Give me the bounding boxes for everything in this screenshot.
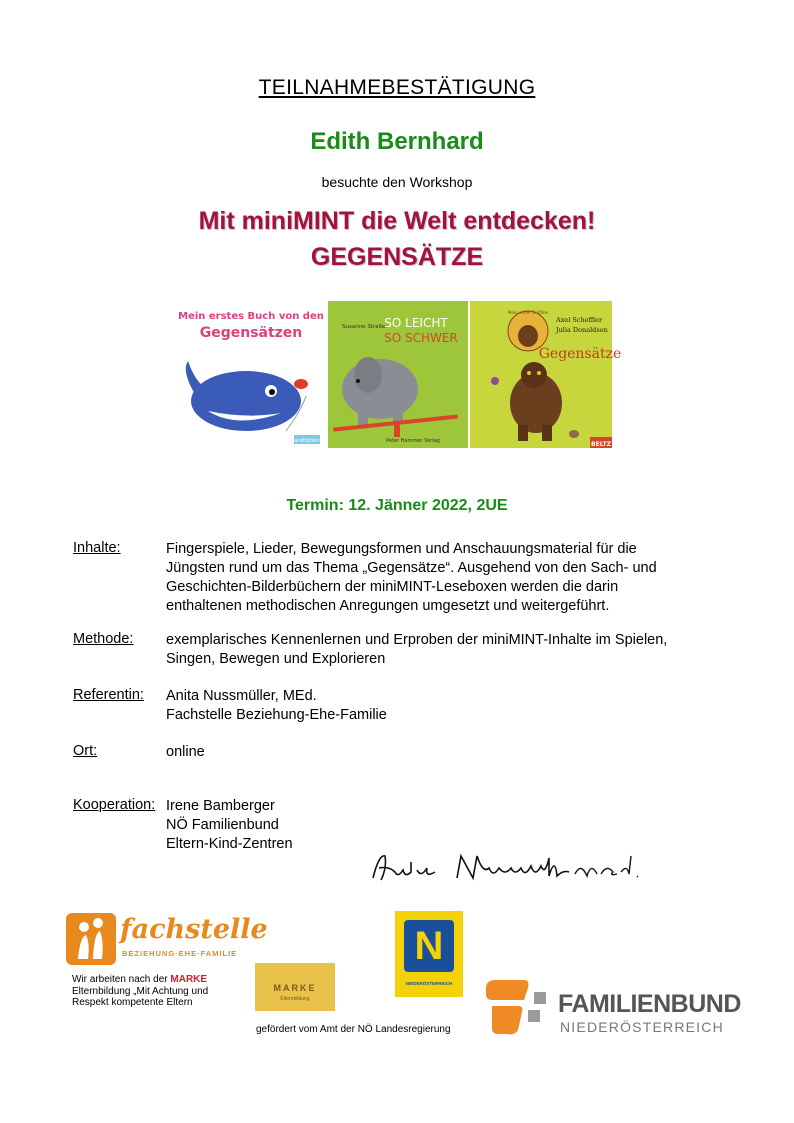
kooperation-line: Irene Bamberger xyxy=(166,798,275,814)
value-inhalte xyxy=(166,540,726,616)
whale-illustration xyxy=(176,301,326,448)
book2-title-line1: SO LEICHT xyxy=(384,316,448,330)
book3-title: Gegensätze xyxy=(538,346,622,362)
fachstelle-logo-icon xyxy=(66,913,116,965)
marke-logo-text: MARKE xyxy=(273,983,317,993)
value-referentin xyxy=(166,687,726,725)
value-kooperation xyxy=(166,797,726,854)
inhalte-line: Fingerspiele, Lieder, Bewegungsformen und Anschauungsmaterial für die xyxy=(166,541,637,557)
inhalte-line: enthaltenen methodischen Anregungen umgesetzt und weitergeführt. xyxy=(166,598,610,614)
marke-note-line2: Elternbildung „Mit Achtung und xyxy=(72,985,209,997)
funding-note: gefördert vom Amt der NÖ Landesregierung xyxy=(256,1024,451,1035)
value-ort xyxy=(166,743,726,762)
fachstelle-subtitle: BEZIEHUNG·EHE·FAMILIE xyxy=(122,949,238,958)
workshop-title-line1: Mit miniMINT die Welt entdecken! xyxy=(198,207,596,235)
marke-logo xyxy=(255,963,335,1011)
label-inhalte: Inhalte: xyxy=(73,540,121,556)
participant-name: Edith Bernhard xyxy=(310,128,484,155)
inhalte-line: Jüngsten rund um das Thema „Gegensätze“. Ausgehend von den Sach- und xyxy=(166,560,657,576)
book3-badge: Mein erster Grüffelo xyxy=(507,310,549,315)
familienbund-logo-icon xyxy=(484,978,550,1036)
book-cover-so-leicht xyxy=(328,301,468,448)
familienbund-subtitle: NIEDERÖSTERREICH xyxy=(560,1019,724,1035)
marke-note-word: MARKE xyxy=(170,974,208,985)
fachstelle-name: fachstelle xyxy=(120,914,268,945)
label-referentin: Referentin: xyxy=(73,687,144,703)
workshop-title xyxy=(0,203,794,275)
book1-title-line2: Gegensätzen xyxy=(199,325,303,341)
noe-logo-letter: N xyxy=(414,924,444,968)
kooperation-line: Eltern-Kind-Zentren xyxy=(166,836,293,852)
termin-date: Termin: 12. Jänner 2022, 2UE xyxy=(286,497,508,514)
book2-author: Susanne Straßer xyxy=(342,324,388,330)
book1-title-line1: Mein erstes Buch von den xyxy=(178,311,324,322)
workshop-title-line2: GEGENSÄTZE xyxy=(310,243,484,271)
book3-author1: Axel Scheffler xyxy=(556,316,603,324)
methode-line: exemplarisches Kennenlernen und Erproben der miniMINT-Inhalte im Spielen, xyxy=(166,632,668,648)
marke-logo-subtitle: Elternbildung xyxy=(280,996,310,1002)
marke-note-pre: Wir arbeiten nach der xyxy=(72,974,171,985)
referentin-line: Anita Nussmüller, MEd. xyxy=(166,688,317,704)
visited-text: besuchte den Workshop xyxy=(321,174,473,190)
label-ort: Ort: xyxy=(73,743,98,759)
marke-note-line3: Respekt kompetente Eltern xyxy=(72,997,193,1008)
kooperation-line: NÖ Familienbund xyxy=(166,817,279,833)
book2-publisher: Peter Hammer Verlag xyxy=(386,438,440,444)
inhalte-line: Geschichten-Bilderbüchern der miniMINT-Leseboxen werden die darin xyxy=(166,579,619,595)
certificate-title: TEILNAHMEBESTÄTIGUNG xyxy=(258,76,536,99)
label-kooperation: Kooperation: xyxy=(73,797,156,813)
book-cover-grueffelo xyxy=(470,301,622,448)
noe-logo xyxy=(395,911,463,997)
ort-line: online xyxy=(166,744,205,760)
methode-line: Singen, Bewegen und Explorieren xyxy=(166,651,386,667)
marke-note xyxy=(72,974,208,1009)
familienbund-name: FAMILIENBUND xyxy=(558,990,741,1018)
label-methode: Methode: xyxy=(73,631,134,647)
referentin-line: Fachstelle Beziehung-Ehe-Familie xyxy=(166,707,387,723)
signature xyxy=(365,848,645,888)
book2-title-line2: SO SCHWER xyxy=(384,331,458,345)
book-cover-gegensaetzen xyxy=(176,301,326,448)
book1-publisher: arsEdition xyxy=(294,438,320,444)
value-methode xyxy=(166,631,726,669)
marke-note-line1 xyxy=(72,974,208,986)
noe-logo-text: NIEDERÖSTERREICH xyxy=(405,981,453,986)
book3-publisher: BELTZ xyxy=(591,441,611,448)
book3-author2: Julia Donaldson xyxy=(556,326,608,334)
elephant-illustration xyxy=(328,301,468,448)
gruffalo-illustration xyxy=(470,301,622,448)
noe-logo-badge xyxy=(404,920,454,972)
